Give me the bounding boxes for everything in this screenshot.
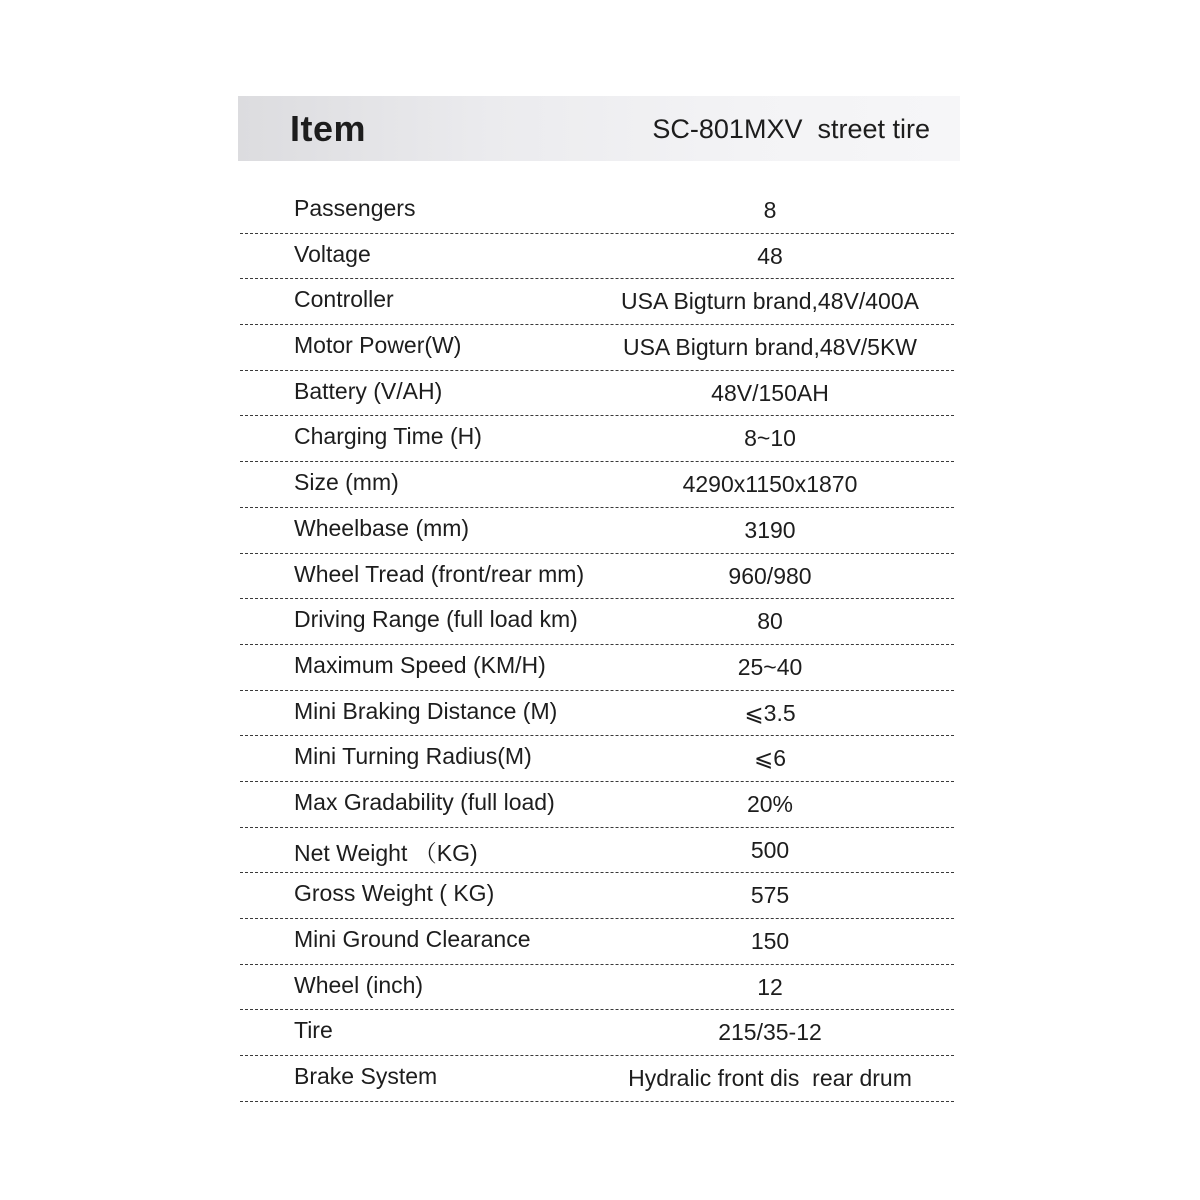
spec-value: 80: [757, 608, 783, 635]
spec-label: Controller: [294, 286, 394, 313]
spec-value: 25~40: [737, 653, 803, 680]
spec-row: [240, 234, 954, 280]
spec-value: 500: [750, 836, 790, 863]
spec-value: ⩽3.5: [744, 699, 796, 726]
spec-label: Maximum Speed (KM/H): [294, 651, 546, 678]
spec-label: Driving Range (full load km): [294, 606, 578, 633]
spec-row: [240, 645, 954, 691]
spec-label: Net Weight （KG): [294, 839, 478, 866]
spec-value: 8~10: [744, 425, 796, 452]
spec-value: USA Bigturn brand,48V/400A: [621, 288, 919, 315]
spec-value: 150: [750, 928, 790, 954]
spec-label: Voltage: [294, 240, 371, 267]
spec-value: 960/980: [728, 562, 812, 589]
spec-label: Size (mm): [294, 469, 399, 496]
spec-label: Motor Power(W): [294, 332, 462, 359]
spec-row: [240, 873, 954, 919]
spec-row: [240, 508, 954, 554]
spec-row: [240, 919, 954, 965]
spec-value: 48: [757, 242, 783, 269]
spec-row: [240, 599, 954, 645]
spec-table: [240, 188, 954, 1102]
spec-row: [240, 691, 954, 737]
spec-row: [240, 828, 954, 874]
spec-label: Mini Ground Clearance: [294, 926, 531, 952]
spec-label: Charging Time (H): [294, 423, 482, 450]
spec-label: Passengers: [294, 195, 416, 221]
spec-row: [240, 1056, 954, 1102]
header-item-label: Item: [290, 108, 367, 149]
spec-label: Wheelbase (mm): [294, 514, 470, 541]
spec-value: 8: [763, 197, 777, 223]
spec-row: [240, 416, 954, 462]
spec-row: [240, 279, 954, 325]
spec-value: 48V/150AH: [711, 379, 829, 406]
spec-row: [240, 462, 954, 508]
spec-row: [240, 371, 954, 417]
spec-label: Brake System: [294, 1063, 438, 1090]
table-header: [238, 96, 960, 161]
spec-value: ⩽6: [753, 745, 787, 772]
spec-value: 575: [750, 882, 790, 909]
spec-row: [240, 554, 954, 600]
spec-row: [240, 188, 954, 234]
spec-value: 20%: [746, 790, 794, 817]
spec-row: [240, 1010, 954, 1056]
spec-row: [240, 782, 954, 828]
spec-value: 12: [757, 973, 783, 1000]
spec-label: Tire: [294, 1017, 333, 1044]
spec-label: Wheel Tread (front/rear mm): [294, 560, 585, 587]
spec-row: [240, 965, 954, 1011]
spec-value: Hydralic front dis rear drum: [628, 1065, 912, 1092]
spec-value: 3190: [744, 516, 796, 543]
spec-value: 4290x1150x1870: [682, 471, 858, 498]
spec-label: Mini Turning Radius(M): [294, 743, 532, 770]
spec-label: Wheel (inch): [294, 971, 424, 998]
spec-label: Max Gradability (full load): [294, 788, 555, 815]
spec-label: Mini Braking Distance (M): [294, 697, 558, 724]
header-model-label: SC-801MXV street tire: [652, 114, 930, 144]
spec-row: [240, 325, 954, 371]
spec-label: Gross Weight ( KG): [294, 880, 495, 907]
spec-value: USA Bigturn brand,48V/5KW: [622, 334, 918, 361]
spec-value: 215/35-12: [718, 1019, 822, 1046]
spec-row: [240, 736, 954, 782]
spec-label: Battery (V/AH): [294, 377, 443, 404]
